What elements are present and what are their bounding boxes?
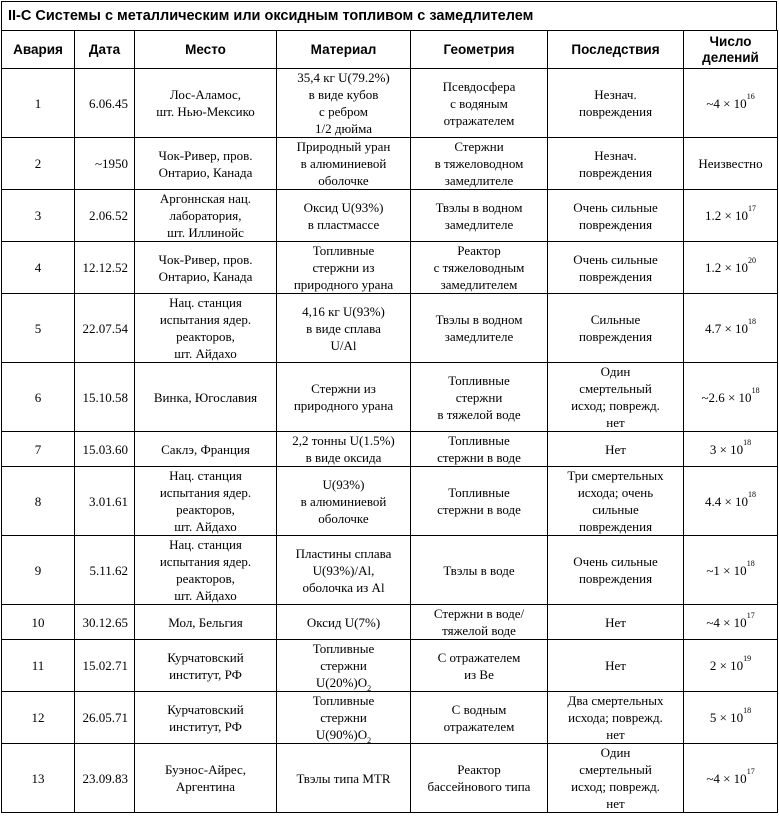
material-line: Твэлы типа MTR <box>296 770 391 786</box>
material-line: в виде сплава <box>306 320 381 336</box>
fissions-cell <box>684 744 778 813</box>
consequences-cell <box>548 242 684 294</box>
material-line: стержни из <box>312 260 375 275</box>
place-line: реакторов, <box>176 571 235 586</box>
material-line: U/Al <box>330 337 357 353</box>
accident-number-cell: 12 <box>2 692 75 744</box>
fissions-mantissa: ~1 × 10 <box>706 562 747 578</box>
material-cell <box>277 536 411 605</box>
consequences-cell <box>548 692 684 744</box>
place-cell <box>135 536 277 605</box>
material-line: с ребром <box>319 104 368 119</box>
fissions-exponent: 18 <box>743 437 752 447</box>
accident-number-cell: 4 <box>2 242 75 294</box>
fissions-cell <box>684 190 778 242</box>
geometry-cell <box>411 69 548 138</box>
date-cell: 2.06.52 <box>75 190 135 242</box>
accident-number-cell: 13 <box>2 744 75 813</box>
table-row <box>2 432 778 467</box>
place-cell <box>135 467 277 536</box>
fissions-mantissa: ~4 × 10 <box>706 95 747 111</box>
material-cell <box>277 692 411 744</box>
consequences-cell <box>548 536 684 605</box>
date-cell: 30.12.65 <box>75 605 135 640</box>
geometry-line: замедлителе <box>444 216 514 232</box>
date-cell: 15.02.71 <box>75 640 135 692</box>
place-line: лаборатория, <box>169 208 242 223</box>
consequences-line: Очень сильные <box>573 199 658 215</box>
date-cell: 26.05.71 <box>75 692 135 744</box>
place-cell <box>135 138 277 190</box>
material-line: U(93%)/Al, <box>312 562 375 578</box>
accident-number-cell: 10 <box>2 605 75 640</box>
material-cell <box>277 363 411 432</box>
fissions-mantissa: ~4 × 10 <box>706 614 747 630</box>
material-cell <box>277 605 411 640</box>
place-line: испытания ядер. <box>159 554 252 569</box>
consequences-line: Очень сильные <box>573 251 658 267</box>
geometry-line: отражателем <box>443 718 515 734</box>
material-cell <box>277 69 411 138</box>
place-line: испытания ядер. <box>159 312 252 327</box>
consequences-line: повреждения <box>578 268 653 284</box>
geometry-cell <box>411 692 548 744</box>
place-line: шт. Айдахо <box>174 346 237 361</box>
place-cell <box>135 640 277 692</box>
fissions-cell <box>684 294 778 363</box>
fissions-mantissa: ~4 × 10 <box>706 770 747 786</box>
fissions-mantissa: 1.2 × 10 <box>704 208 749 223</box>
place-line: Нац. станция <box>169 295 242 310</box>
material-line: в алюминиевой <box>300 156 387 171</box>
fissions-cell <box>684 432 778 467</box>
place-line: Чок-Ривер, пров. <box>158 147 253 163</box>
place-cell <box>135 692 277 744</box>
material-line: в пластмассе <box>307 216 380 232</box>
consequences-line: Нет <box>605 441 626 457</box>
place-line: институт, РФ <box>169 666 242 682</box>
consequences-line: Нет <box>605 658 626 673</box>
consequences-line: смертельный <box>579 381 652 396</box>
fissions-cell <box>684 692 778 744</box>
place-cell <box>135 605 277 640</box>
date-cell: 12.12.52 <box>75 242 135 294</box>
geometry-cell <box>411 138 548 190</box>
place-line: шт. Айдахо <box>174 519 237 534</box>
consequences-line: повреждения <box>578 519 653 534</box>
geometry-cell <box>411 467 548 536</box>
material-line: Топливные <box>312 243 375 258</box>
date-cell: ~1950 <box>75 138 135 190</box>
fissions-exponent: 18 <box>748 316 757 326</box>
incident-table-container <box>1 1 777 813</box>
accident-number-cell: 2 <box>2 138 75 190</box>
consequences-line: повреждения <box>578 216 653 232</box>
table-title: II-C Системы с металлическим или оксидным топливом с замедлителем <box>1 1 777 30</box>
consequences-cell <box>548 138 684 190</box>
accident-number-cell: 6 <box>2 363 75 432</box>
accident-number-cell: 9 <box>2 536 75 605</box>
consequences-line: нет <box>606 415 625 430</box>
geometry-line: Топливные <box>448 372 510 388</box>
geometry-line: замедлителе <box>444 173 514 188</box>
geometry-line: С водным <box>451 701 507 717</box>
geometry-line: в тяжеловодном <box>434 156 524 171</box>
place-line: Аргоннская нац. <box>159 191 252 206</box>
consequences-line: исхода; поврежд. <box>568 710 663 725</box>
table-row <box>2 467 778 536</box>
table-row <box>2 242 778 294</box>
geometry-line: тяжелой воде <box>442 623 516 638</box>
material-line: природного урана <box>293 398 394 413</box>
geometry-cell <box>411 605 548 640</box>
geometry-cell <box>411 190 548 242</box>
geometry-line: стержни в воде <box>437 450 521 465</box>
geometry-line: в тяжелой воде <box>437 406 521 422</box>
material-line: в виде кубов <box>308 87 379 102</box>
date-cell: 15.10.58 <box>75 363 135 432</box>
geometry-line: Стержни <box>454 139 504 154</box>
fissions-exponent: 17 <box>746 766 755 776</box>
consequences-line: Три смертельных <box>567 468 664 483</box>
fissions-exponent: 16 <box>746 91 755 101</box>
consequences-line: Очень сильные <box>573 554 658 569</box>
geometry-line: замедлителе <box>444 329 514 344</box>
geometry-line: Реактор <box>457 243 501 258</box>
date-cell: 15.03.60 <box>75 432 135 467</box>
material-line: оболочка из Al <box>302 579 385 595</box>
geometry-cell <box>411 363 548 432</box>
consequences-line: сильные <box>592 502 639 517</box>
incident-table <box>1 30 778 813</box>
consequences-line: повреждения <box>578 571 653 586</box>
table-row <box>2 294 778 363</box>
material-line: Оксид U(7%) <box>306 614 381 630</box>
fissions-cell <box>684 69 778 138</box>
geometry-line: Твэлы в воде <box>443 562 515 578</box>
material-line: $U(20\%)O_2$ <box>315 675 372 693</box>
material-line: 35,4 кг U(79.2%) <box>297 70 390 85</box>
date-cell: 6.06.45 <box>75 69 135 138</box>
place-cell <box>135 294 277 363</box>
consequences-line: нет <box>606 796 625 811</box>
material-line: Оксид U(93%) <box>303 199 384 215</box>
place-line: испытания ядер. <box>159 485 252 500</box>
place-line: реакторов, <box>176 329 235 344</box>
consequences-cell <box>548 69 684 138</box>
place-line: Курчатовский <box>167 649 244 665</box>
place-line: институт, РФ <box>169 718 242 734</box>
table-row <box>2 69 778 138</box>
fissions-exponent: 18 <box>751 385 760 395</box>
consequences-line: повреждения <box>578 104 653 119</box>
material-cell <box>277 467 411 536</box>
header-accident: Авария <box>2 31 75 69</box>
material-line: U(93%) <box>322 476 365 492</box>
consequences-cell <box>548 744 684 813</box>
fissions-exponent: 20 <box>748 256 757 265</box>
date-cell: 5.11.62 <box>75 536 135 605</box>
place-line: Нац. станция <box>169 537 242 552</box>
fissions-mantissa: 5 × 10 <box>709 710 744 725</box>
geometry-line: Твэлы в водном <box>435 199 523 215</box>
fissions-mantissa: ~2.6 × 10 <box>701 389 752 405</box>
fissions-cell <box>684 242 778 294</box>
consequences-line: повреждения <box>578 329 653 344</box>
geometry-line: замедлителем <box>440 277 518 292</box>
place-line: Саклэ, Франция <box>161 441 250 457</box>
consequences-line: исход; поврежд. <box>571 398 660 413</box>
accident-number-cell: 8 <box>2 467 75 536</box>
material-cell <box>277 242 411 294</box>
header-fissions: Число делений <box>684 31 778 69</box>
consequences-cell <box>548 605 684 640</box>
consequences-line: Два смертельных <box>567 693 664 708</box>
fissions-cell <box>684 363 778 432</box>
table-row <box>2 640 778 692</box>
date-cell: 22.07.54 <box>75 294 135 363</box>
consequences-line: смертельный <box>579 762 652 777</box>
material-cell <box>277 190 411 242</box>
consequences-cell <box>548 640 684 692</box>
material-cell <box>277 744 411 813</box>
fissions-exponent: 17 <box>748 204 757 213</box>
geometry-line: С отражателем <box>437 649 521 665</box>
geometry-line: Псевдосфера <box>442 78 516 94</box>
consequences-cell <box>548 467 684 536</box>
material-line: Топливные <box>312 641 375 656</box>
header-material: Материал <box>277 31 411 69</box>
place-cell <box>135 69 277 138</box>
geometry-cell <box>411 294 548 363</box>
table-row <box>2 692 778 744</box>
material-line: Природный уран <box>296 139 391 154</box>
fissions-exponent: 18 <box>743 706 752 715</box>
geometry-line: с водяным <box>450 95 508 111</box>
place-cell <box>135 190 277 242</box>
consequences-cell <box>548 363 684 432</box>
place-line: Мол, Бельгия <box>168 614 243 630</box>
geometry-cell <box>411 640 548 692</box>
material-line: 1/2 дюйма <box>314 121 373 136</box>
geometry-line: Топливные <box>448 433 510 448</box>
consequences-line: нет <box>606 727 625 742</box>
header-place: Место <box>135 31 277 69</box>
fissions-cell <box>684 138 778 190</box>
consequences-line: Незнач. <box>594 87 637 102</box>
fissions-exponent: 19 <box>743 654 752 663</box>
geometry-line: Твэлы в водном <box>435 312 523 327</box>
place-cell <box>135 242 277 294</box>
consequences-line: Один <box>600 364 631 379</box>
consequences-cell <box>548 190 684 242</box>
fissions-cell <box>684 605 778 640</box>
place-line: Аргентина <box>175 779 236 794</box>
place-line: шт. Иллинойс <box>167 225 244 240</box>
accident-number-cell: 3 <box>2 190 75 242</box>
material-line: 2,2 тонны U(1.5%) <box>292 433 395 448</box>
geometry-line: отражателем <box>443 112 515 128</box>
place-line: Буэнос-Айрес, <box>164 762 247 777</box>
table-row <box>2 536 778 605</box>
geometry-cell <box>411 744 548 813</box>
accident-number-cell: 7 <box>2 432 75 467</box>
material-cell <box>277 138 411 190</box>
fissions-exponent: 18 <box>746 558 755 568</box>
fissions-cell <box>684 467 778 536</box>
consequences-cell <box>548 432 684 467</box>
place-line: Винка, Югославия <box>153 389 258 405</box>
material-line: в алюминиевой <box>300 493 387 509</box>
table-row <box>2 363 778 432</box>
consequences-line: повреждения <box>578 164 653 180</box>
consequences-line: Сильные <box>590 312 641 327</box>
material-line: $U(90\%)O_2$ <box>315 727 372 745</box>
material-line: 4,16 кг U(93%) <box>302 303 385 319</box>
material-cell <box>277 294 411 363</box>
material-line: Пластины сплава <box>295 545 392 561</box>
fissions-mantissa: 2 × 10 <box>709 658 744 673</box>
fissions-mantissa: 4.4 × 10 <box>704 493 749 509</box>
fissions-mantissa: 4.7 × 10 <box>704 320 749 336</box>
material-line: оболочке <box>318 173 369 188</box>
place-line: Чок-Ривер, пров. <box>158 251 253 267</box>
consequences-line: исход; поврежд. <box>571 779 660 794</box>
geometry-line: Стержни в воде/ <box>433 606 525 621</box>
geometry-line: стержни в воде <box>437 502 521 517</box>
place-line: Курчатовский <box>167 701 244 717</box>
place-line: Онтарио, Канада <box>158 268 253 284</box>
table-row <box>2 605 778 640</box>
table-row <box>2 190 778 242</box>
place-line: шт. Айдахо <box>174 588 237 603</box>
material-line: оболочке <box>318 510 369 526</box>
accident-number-cell: 11 <box>2 640 75 692</box>
header-consequences: Последствия <box>548 31 684 69</box>
header-geometry: Геометрия <box>411 31 548 69</box>
geometry-cell <box>411 242 548 294</box>
fissions-exponent: 18 <box>748 489 757 499</box>
accident-number-cell: 1 <box>2 69 75 138</box>
place-line: реакторов, <box>176 502 235 517</box>
place-cell <box>135 363 277 432</box>
fissions-mantissa: 1.2 × 10 <box>704 260 749 275</box>
material-line: в виде оксида <box>305 450 382 465</box>
header-date: Дата <box>75 31 135 69</box>
consequences-line: Один <box>600 745 631 760</box>
geometry-line: бассейнового типа <box>427 779 531 794</box>
place-line: Лос-Аламос, <box>169 87 242 102</box>
fissions-exponent: 17 <box>746 610 755 620</box>
place-line: Онтарио, Канада <box>158 164 253 180</box>
material-line: стержни <box>320 658 367 673</box>
material-cell <box>277 640 411 692</box>
geometry-cell <box>411 432 548 467</box>
material-line: Топливные <box>312 693 375 708</box>
fissions-text: Неизвестно <box>698 156 763 171</box>
geometry-line: стержни <box>455 389 503 405</box>
consequences-cell <box>548 294 684 363</box>
geometry-line: Топливные <box>448 485 510 500</box>
material-line: природного урана <box>293 277 394 292</box>
place-cell <box>135 432 277 467</box>
place-line: Нац. станция <box>169 468 242 483</box>
place-line: шт. Нью-Мексико <box>156 104 255 119</box>
fissions-cell <box>684 536 778 605</box>
consequences-line: Незнач. <box>594 147 637 163</box>
geometry-cell <box>411 536 548 605</box>
geometry-line: с тяжеловодным <box>433 260 525 275</box>
fissions-cell <box>684 640 778 692</box>
date-cell: 23.09.83 <box>75 744 135 813</box>
consequences-line: Нет <box>605 614 626 630</box>
table-row <box>2 744 778 813</box>
geometry-line: из Be <box>464 666 494 682</box>
fissions-mantissa: 3 × 10 <box>709 441 744 457</box>
place-cell <box>135 744 277 813</box>
material-line: стержни <box>320 710 367 725</box>
accident-number-cell: 5 <box>2 294 75 363</box>
table-row <box>2 138 778 190</box>
geometry-line: Реактор <box>457 762 501 777</box>
header-row <box>2 31 778 69</box>
material-cell <box>277 432 411 467</box>
consequences-line: исхода; очень <box>577 485 654 500</box>
material-line: Стержни из <box>311 381 376 396</box>
date-cell: 3.01.61 <box>75 467 135 536</box>
